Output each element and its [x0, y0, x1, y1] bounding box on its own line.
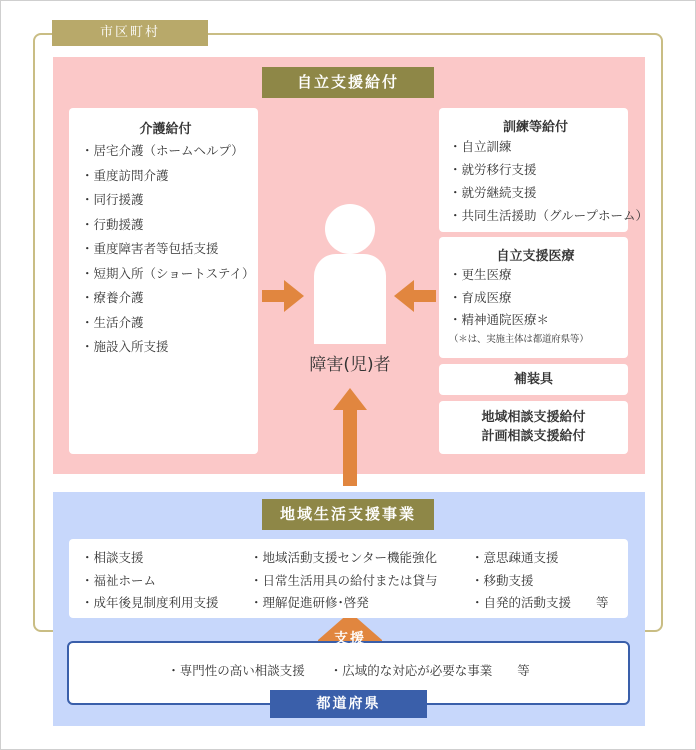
prefecture-content: ・専門性の高い相談支援 ・広域的な対応が必要な事業 等: [167, 663, 530, 678]
support-label: 支援: [334, 631, 366, 647]
list-item: ・理解促進研修･啓発: [250, 595, 369, 610]
chiiki-box: [69, 539, 628, 618]
list-item: ・短期入所（ショートステイ）: [81, 265, 255, 281]
sodan-line: 地域相談支援給付: [481, 410, 586, 425]
chiiki-title: 地域生活支援事業: [262, 499, 434, 530]
list-item: ・重度訪問介護: [81, 167, 169, 183]
arrow-left-icon: [394, 280, 436, 312]
hosougu-box: 補装具: [439, 364, 628, 395]
list-item: ・共同生活援助（グループホーム）: [449, 208, 649, 223]
prefecture-label: 都道府県: [270, 690, 427, 718]
sodan-line: 計画相談支援給付: [481, 429, 586, 444]
list-item: ・重度障害者等包括支援: [81, 241, 219, 256]
iryo-title: 自立支援医療: [496, 249, 575, 264]
kunren-title: 訓練等給付: [502, 120, 568, 135]
list-item: ・日常生活用具の給付または貸与: [250, 572, 438, 588]
arrow-right-icon: [262, 280, 304, 312]
list-item: ・育成医療: [449, 289, 512, 305]
list-item: ・福祉ホーム: [81, 572, 157, 588]
list-item: ・就労移行支援: [449, 162, 537, 177]
list-item: ・同行援護: [81, 192, 144, 207]
list-item: ・居宅介護（ホームヘルプ）: [81, 143, 244, 158]
chiiki-col-3: [471, 547, 609, 615]
list-item: ・施設入所支援: [81, 339, 169, 354]
chiiki-col-1: [81, 547, 219, 615]
list-item: ・自発的活動支援 等: [471, 595, 609, 610]
list-item: ・成年後見制度利用支援: [81, 595, 219, 610]
person-label: 障害(児)者: [309, 355, 391, 375]
chiiki-col-2: [250, 547, 438, 615]
list-item: ・意思疎通支援: [471, 550, 559, 565]
list-item: ・更生医療: [449, 267, 512, 282]
list-item: ・地域活動支援センター機能強化: [250, 550, 438, 565]
list-item: ・移動支援: [471, 572, 534, 588]
list-item: ・相談支援: [81, 550, 144, 565]
list-item: ・就労継続支援: [449, 185, 537, 200]
list-item: ・療養介護: [81, 290, 144, 305]
list-item: ・精神通院医療＊: [449, 312, 550, 327]
kaigo-title: 介護給付: [139, 122, 192, 137]
arrow-up-icon: [333, 388, 367, 486]
list-item: ・行動援護: [81, 216, 144, 232]
city-label: 市区町村: [52, 20, 208, 46]
jiritsu-title: 自立支援給付: [262, 67, 434, 98]
iryo-note: （＊は、実施主体は都道府県等）: [449, 333, 589, 345]
list-item: ・生活介護: [81, 314, 144, 330]
list-item: ・自立訓練: [449, 139, 512, 154]
